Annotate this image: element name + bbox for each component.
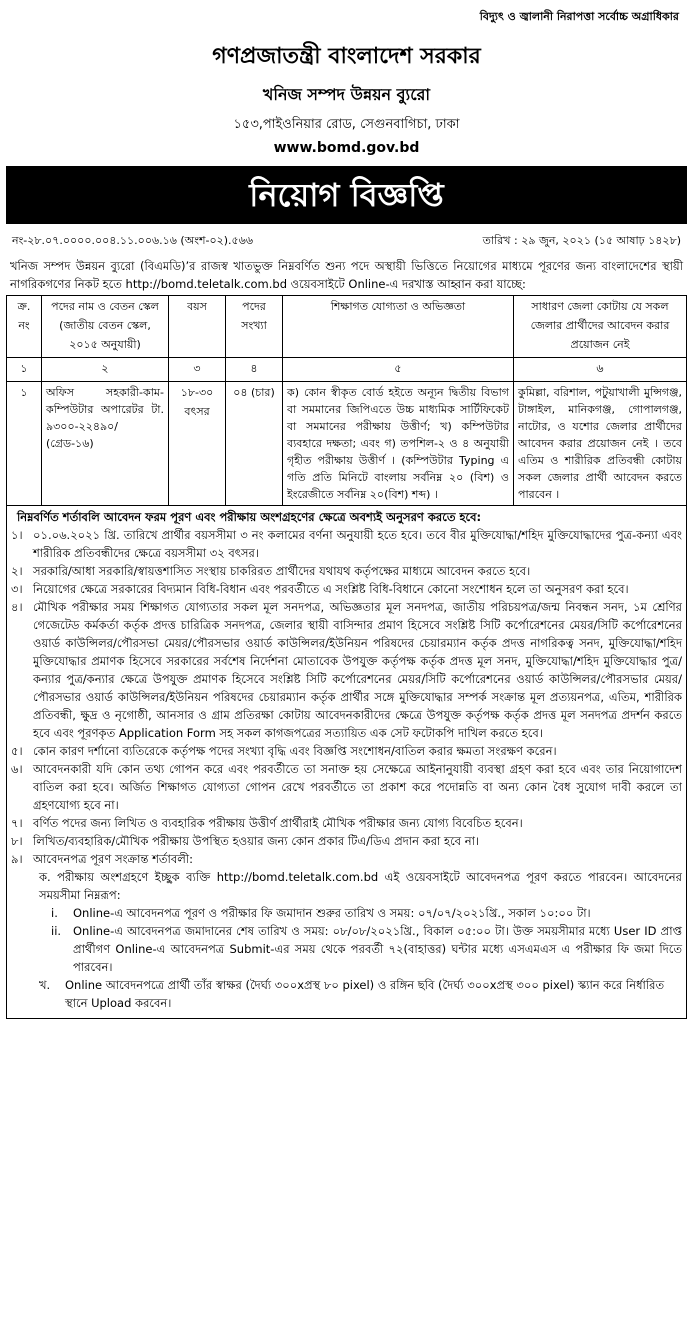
col-number: ৪: [226, 358, 283, 382]
condition-number: ৭।: [11, 816, 23, 830]
col-header-post: পদের নাম ও বেতন স্কেল (জাতীয় বেতন স্কেল, ২০১৫ অনুযায়ী): [42, 296, 169, 358]
condition-item: [11, 742, 682, 760]
memo-date: তারিখ : ২৯ জুন, ২০২১ (১৫ আষাঢ় ১৪২৮): [482, 234, 681, 247]
condition-item: [11, 832, 682, 850]
address: ১৫৩,পাইওনিয়ার রোড, সেগুনবাগিচা, ঢাকা: [233, 117, 460, 132]
condition-number: ৩।: [11, 582, 23, 596]
col-header-age: বয়স: [169, 296, 226, 358]
cell-serial: ১: [7, 382, 42, 506]
roman-number: ii.: [51, 924, 62, 938]
condition-item: [11, 814, 682, 832]
sub-condition-text: Online আবেদনপত্রে প্রার্থী তাঁর স্বাক্ষর (দৈর্ঘ্য ৩০০xপ্রস্থ ৮০ pixel) ও রঙ্গিন ছবি (দৈর্ঘ্য ৩০০xপ্রস্থ ৩০০ pixel) স্ক্যান করে নির্ধারিত স্থানে Upload করবেন।: [65, 978, 665, 1010]
memo-number: নং-২৮.০৭.০০০০.০০৪.১১.০০৬.১৬ (অংশ-০২).৫৬৬: [12, 234, 253, 247]
col-number: ৩: [169, 358, 226, 382]
col-number: ১: [7, 358, 42, 382]
roman-item: [11, 922, 682, 976]
condition-number: ৫।: [11, 744, 23, 758]
cell-count: ০৪ (চার): [226, 382, 283, 506]
condition-item: [11, 850, 682, 868]
col-number: ২: [42, 358, 169, 382]
conditions-box: [6, 506, 687, 1019]
col-number: ৬: [514, 358, 687, 382]
intro-paragraph: খনিজ সম্পদ উন্নয়ন ব্যুরো (বিএমডি)’র রাজস্ব খাতভুক্ত নিম্নবর্ণিত শুন্য পদে অস্থায়ী ভিত্তিতে নিয়োগের মাধ্যমে পূরণের জন্য বাংলাদেশের স্থায়ী নাগরিকগণের নিকট হতে http://bomd.teletalk.com.bd ওয়েবসাইটে Online-এ দরখাস্ত আহ্বান করা যাচ্ছে:: [10, 259, 683, 291]
table-row: [7, 382, 687, 506]
slogan: বিদ্যুৎ ও জ্বালানী নিরাপত্তা সর্বোচ্চ অগ্রাধিকার: [479, 10, 679, 23]
website: www.bomd.gov.bd: [273, 140, 420, 156]
condition-text: মৌখিক পরীক্ষার সময় শিক্ষাগত যোগ্যতার সকল মূল সনদপত্র, অভিজ্ঞতার মূল সনদপত্র, জাতীয় পরিচয়পত্র/জন্ম নিবন্ধন সনদ, ১ম শ্রেণির গেজেটেড কর্মকর্তা কর্তৃক প্রদত্ত চারিত্রিক সনদপত্র, জেলার স্থায়ী বাসিন্দার প্রমাণ হিসেবে সংশ্লিষ্ট সিটি কর্পোরেশনের মেয়র/সিটি কর্পোরেশনের ওয়ার্ড কাউন্সিলর/পৌরসভা মেয়র/পৌরসভার ওয়ার্ড কাউন্সিলর/ইউনিয়ন পরিষদের চেয়ারম্যান কর্তৃক প্রদত্ত নাগরিকত্ব সনদ, মুক্তিযোদ্ধা/শহিদ মুক্তিযোদ্ধার প্রমাণক হিসেবে সরকারের সর্বশেষ নির্দেশনা মোতাবেক উপযুক্ত কর্তৃপক্ষ কর্তৃক প্রদত্ত মূল সনদ, মুক্তিযোদ্ধা/শহিদ মুক্তিযোদ্ধার পুত্র/কন্যার পুত্র/কন্যার ক্ষেত্রে উপযুক্ত প্রমাণক হিসেবে সংশ্লিষ্ট সিটি কর্পোরেশনের মেয়র/সিটি কর্পোরেশনের ওয়ার্ড কাউন্সিলর/পৌরসভার মেয়র/পৌরসভার ওয়ার্ড কাউন্সিলর/ইউনিয়ন পরিষদের চেয়ারম্যান কর্তৃক প্রার্থীর সঙ্গে মুক্তিযোদ্ধার সম্পর্ক সংক্রান্ত মূল প্রত্যয়নপত্র, এতিম, শারীরিক প্রতিবন্ধী, ক্ষুদ্র ও নৃগোষ্ঠী, আনসার ও গ্রাম প্রতিরক্ষা কোটায় আবেদনকারীদের ক্ষেত্রে উপযুক্ত কর্তৃপক্ষ কর্তৃক প্রদত্ত মূল সনদপত্র প্রদর্শন করতে হবে এবং পূরণকৃত Application Form সহ সকল কাগজপত্রের সত্যায়িত এক সেট ফটোকপি দাখিল করতে হবে।: [33, 600, 682, 740]
sub-condition-marker: খ.: [39, 978, 51, 992]
condition-number: ৪।: [11, 600, 23, 614]
cell-age: ১৮-৩০ বৎসর: [169, 382, 226, 506]
job-table: [6, 295, 687, 506]
col-header-count: পদের সংখ্যা: [226, 296, 283, 358]
cell-qualification: ক) কোন স্বীকৃত বোর্ড হইতে অন্যূন দ্বিতীয় বিভাগ বা সমমানের জিপিএতে উচ্চ মাধ্যমিক সার্টিফিকেট বা সমমানের পরীক্ষায় উত্তীর্ণ; খ) কম্পিউটার ব্যবহারে দক্ষতা; এবং গ) তপশিল-২ ও ৪ অনুযায়ী গৃহীত পরীক্ষায় উত্তীর্ণ । (কম্পিউটার Typing এ গতি প্রতি মিনিটে বাংলায় সর্বনিম্ন ২০ (বিশ) ও ইংরেজীতে সর্বনিম্ন ২০(বিশ) শব্দ) ।: [283, 382, 514, 506]
condition-text: আবেদনকারী যদি কোন তথ্য গোপন করে এবং পরবর্তীতে তা সনাক্ত হয় সেক্ষেত্রে আইনানুযায়ী ব্যবস্থা গ্রহণ করা হবে এবং তার নিয়োগাদেশ বাতিল করা হবে। অর্জিত শিক্ষাগত যোগ্যতা গোপন রেখে পরবর্তীতে তা প্রকাশ করে পদোন্নতি বা অন্য কোন বৈধ সুযোগ দাবী করলে তা গ্রহণযোগ্য হবে না।: [33, 762, 682, 812]
table-header-row: [7, 296, 687, 358]
condition-text: বর্ণিত পদের জন্য লিখিত ও ব্যবহারিক পরীক্ষায় উত্তীর্ণ প্রার্থীরাই মৌখিক পরীক্ষার জন্য যোগ্য বিবেচিত হবেন।: [33, 816, 523, 830]
memo-row: [6, 232, 687, 251]
col-header-serial: ক্র. নং: [7, 296, 42, 358]
condition-number: ২।: [11, 564, 23, 578]
condition-text: ০১.০৬.২০২১ খ্রি. তারিখে প্রার্থীর বয়সসীমা ৩ নং কলামের বর্ণনা অনুযায়ী হতে হবে। তবে বীর মুক্তিযোদ্ধা/শহিদ মুক্তিযোদ্ধাদের পুত্র-কন্যা এবং শারীরিক প্রতিবন্ধীদের ক্ষেত্রে বয়সসীমা ৩২ বৎসর।: [33, 528, 682, 560]
col-header-quota: সাধারণ জেলা কোটায় যে সকল জেলার প্রার্থীদের আবেদন করার প্রয়োজন নেই: [514, 296, 687, 358]
roman-item: [11, 904, 682, 922]
government-title: গণপ্রজাতন্ত্রী বাংলাদেশ সরকার: [212, 44, 481, 69]
condition-number: ১।: [11, 528, 23, 542]
condition-text: নিয়োগের ক্ষেত্রে সরকারের বিদ্যমান বিধি-বিধান এবং পরবর্তীতে এ সংশ্লিষ্ট বিধি-বিধানে কোনো সংশোধন হলে তা অনুসরণ করা হবে।: [33, 582, 629, 596]
condition-item: [11, 580, 682, 598]
condition-text: আবেদনপত্র পূরণ সংক্রান্ত শর্তাবলী:: [33, 852, 193, 866]
conditions-heading: নিম্নবর্ণিত শর্তাবলি আবেদন ফরম পূরণ এবং পরীক্ষায় অংশগ্রহণের ক্ষেত্রে অবশ্যই অনুসরণ করতে হবে:: [17, 510, 482, 524]
condition-item: [11, 562, 682, 580]
sub-condition-ka: ক. পরীক্ষায় অংশগ্রহণে ইচ্ছুক ব্যক্তি http://bomd.teletalk.com.bd এই ওয়েবসাইটে আবেদনপত্র পূরণ করতে পারবেন। আবেদনের সময়সীমা নিম্নরূপ:: [39, 870, 682, 902]
cell-quota: কুমিল্লা, বরিশাল, পটুয়াখালী মুন্সিগঞ্জ, টাঙ্গাইল, মানিকগঞ্জ, গোপালগঞ্জ, নাটোর, ও যশোর জেলার প্রার্থীদের আবেদন করার প্রয়োজন নেই । তবে এতিম ও শারীরিক প্রতিবন্ধী কোটায় সকল জেলার প্রার্থী আবেদন করতে পারবেন ।: [514, 382, 687, 506]
roman-text: Online-এ আবেদনপত্র জমাদানের শেষ তারিখ ও সময়: ০৮/০৮/২০২১খ্রি., বিকাল ০৫:০০ টা। উক্ত সময়সীমার মধ্যে User ID প্রাপ্ত প্রার্থীগণ Online-এ আবেদনপত্র Submit-এর সময় থেকে পরবর্তী ৭২(বাহাত্তর) ঘন্টার মধ্যে এসএমএস এ পরীক্ষার ফি জমা দিতে পারবেন।: [73, 924, 682, 974]
condition-number: ৯।: [11, 852, 23, 866]
condition-text: কোন কারণ দর্শানো ব্যতিরেকে কর্তৃপক্ষ পদের সংখ্যা বৃদ্ধি এবং বিজ্ঞপ্তি সংশোধন/বাতিল করার ক্ষমতা সংরক্ষণ করেন।: [33, 744, 557, 758]
col-header-qualification: শিক্ষাগত যোগ্যতা ও অভিজ্ঞতা: [283, 296, 514, 358]
column-number-row: [7, 358, 687, 382]
condition-item: [11, 760, 682, 814]
condition-number: ৮।: [11, 834, 23, 848]
condition-text: সরকারি/আধা সরকারি/স্বায়ত্তশাসিত সংস্থায় চাকরিরত প্রার্থীদের যথাযথ কর্তৃপক্ষের মাধ্যমে আবেদন করতে হবে।: [33, 564, 531, 578]
roman-number: i.: [51, 906, 58, 920]
notice-banner: নিয়োগ বিজ্ঞপ্তি: [6, 166, 687, 224]
cell-post: অফিস সহকারী-কাম-কম্পিউটার অপারেটর টা. ৯৩০০-২২৪৯০/ (গ্রেড-১৬): [42, 382, 169, 506]
condition-number: ৬।: [11, 762, 23, 776]
roman-text: Online-এ আবেদনপত্র পূরণ ও পরীক্ষার ফি জমাদান শুরুর তারিখ ও সময়: ০৭/০৭/২০২১খ্রি., সকাল ১০:০০ টা।: [73, 906, 591, 920]
col-number: ৫: [283, 358, 514, 382]
condition-item: [11, 526, 682, 562]
condition-item: [11, 598, 682, 742]
condition-text: লিখিত/ব্যবহারিক/মৌখিক পরীক্ষায় উপস্থিত হওয়ার জন্য কোন প্রকার টিএ/ডিএ প্রদান করা হবে না।: [33, 834, 480, 848]
sub-condition-kha: [11, 976, 682, 1012]
bureau-name: খনিজ সম্পদ উন্নয়ন ব্যুরো: [262, 85, 431, 104]
